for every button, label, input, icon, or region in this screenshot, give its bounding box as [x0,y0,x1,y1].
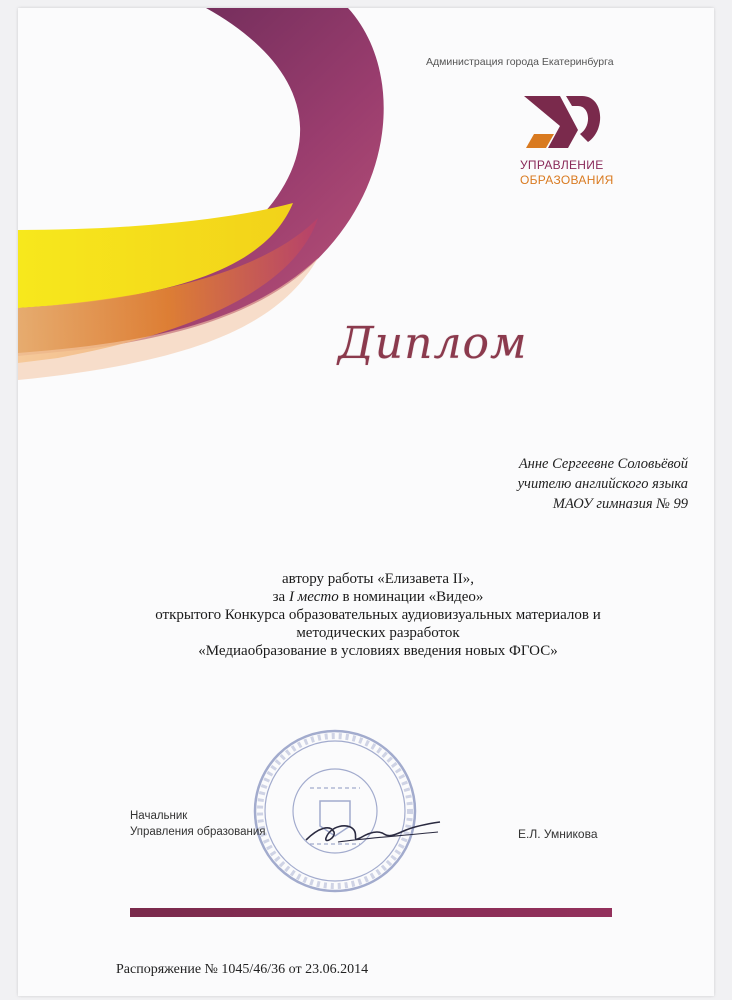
diploma-sheet [18,8,714,996]
logo-text-line2: ОБРАЗОВАНИЯ [520,173,614,187]
administration-label: Администрация города Екатеринбурга [426,56,614,68]
decree-reference: Распоряжение № 1045/46/36 от 23.06.2014 [116,962,369,977]
ud-logo-icon [520,90,606,154]
award-line-place [108,588,648,606]
handwritten-signature-icon [298,808,448,858]
place-prefix: за [272,589,289,605]
recipient-position: учителю английского языка [517,476,688,492]
diploma-title: Диплом [338,318,528,369]
award-text [108,570,648,660]
signatory-title-line2: Управления образования [130,826,266,838]
signatory-title [130,808,266,840]
logo-text-line1: УПРАВЛЕНИЕ [520,158,604,172]
signatory-title-line1: Начальник [130,810,188,822]
decorative-bar [130,908,612,917]
place-suffix: в номинации «Видео» [338,589,484,605]
recipient-block [438,454,688,514]
signer-name: Е.Л. Умникова [518,827,598,841]
award-line-contest-cont: методических разработок [296,625,460,641]
award-line-theme: «Медиаобразование в условиях введения новых ФГОС» [198,643,558,659]
place-value: I место [288,589,339,605]
recipient-name: Анне Сергеевне Соловьёвой [518,456,688,472]
award-line-work: автору работы «Елизавета II», [281,571,475,587]
recipient-school: МАОУ гимназия № 99 [552,496,688,512]
award-line-contest: открытого Конкурса образовательных аудиовизуальных материалов и [155,607,601,623]
